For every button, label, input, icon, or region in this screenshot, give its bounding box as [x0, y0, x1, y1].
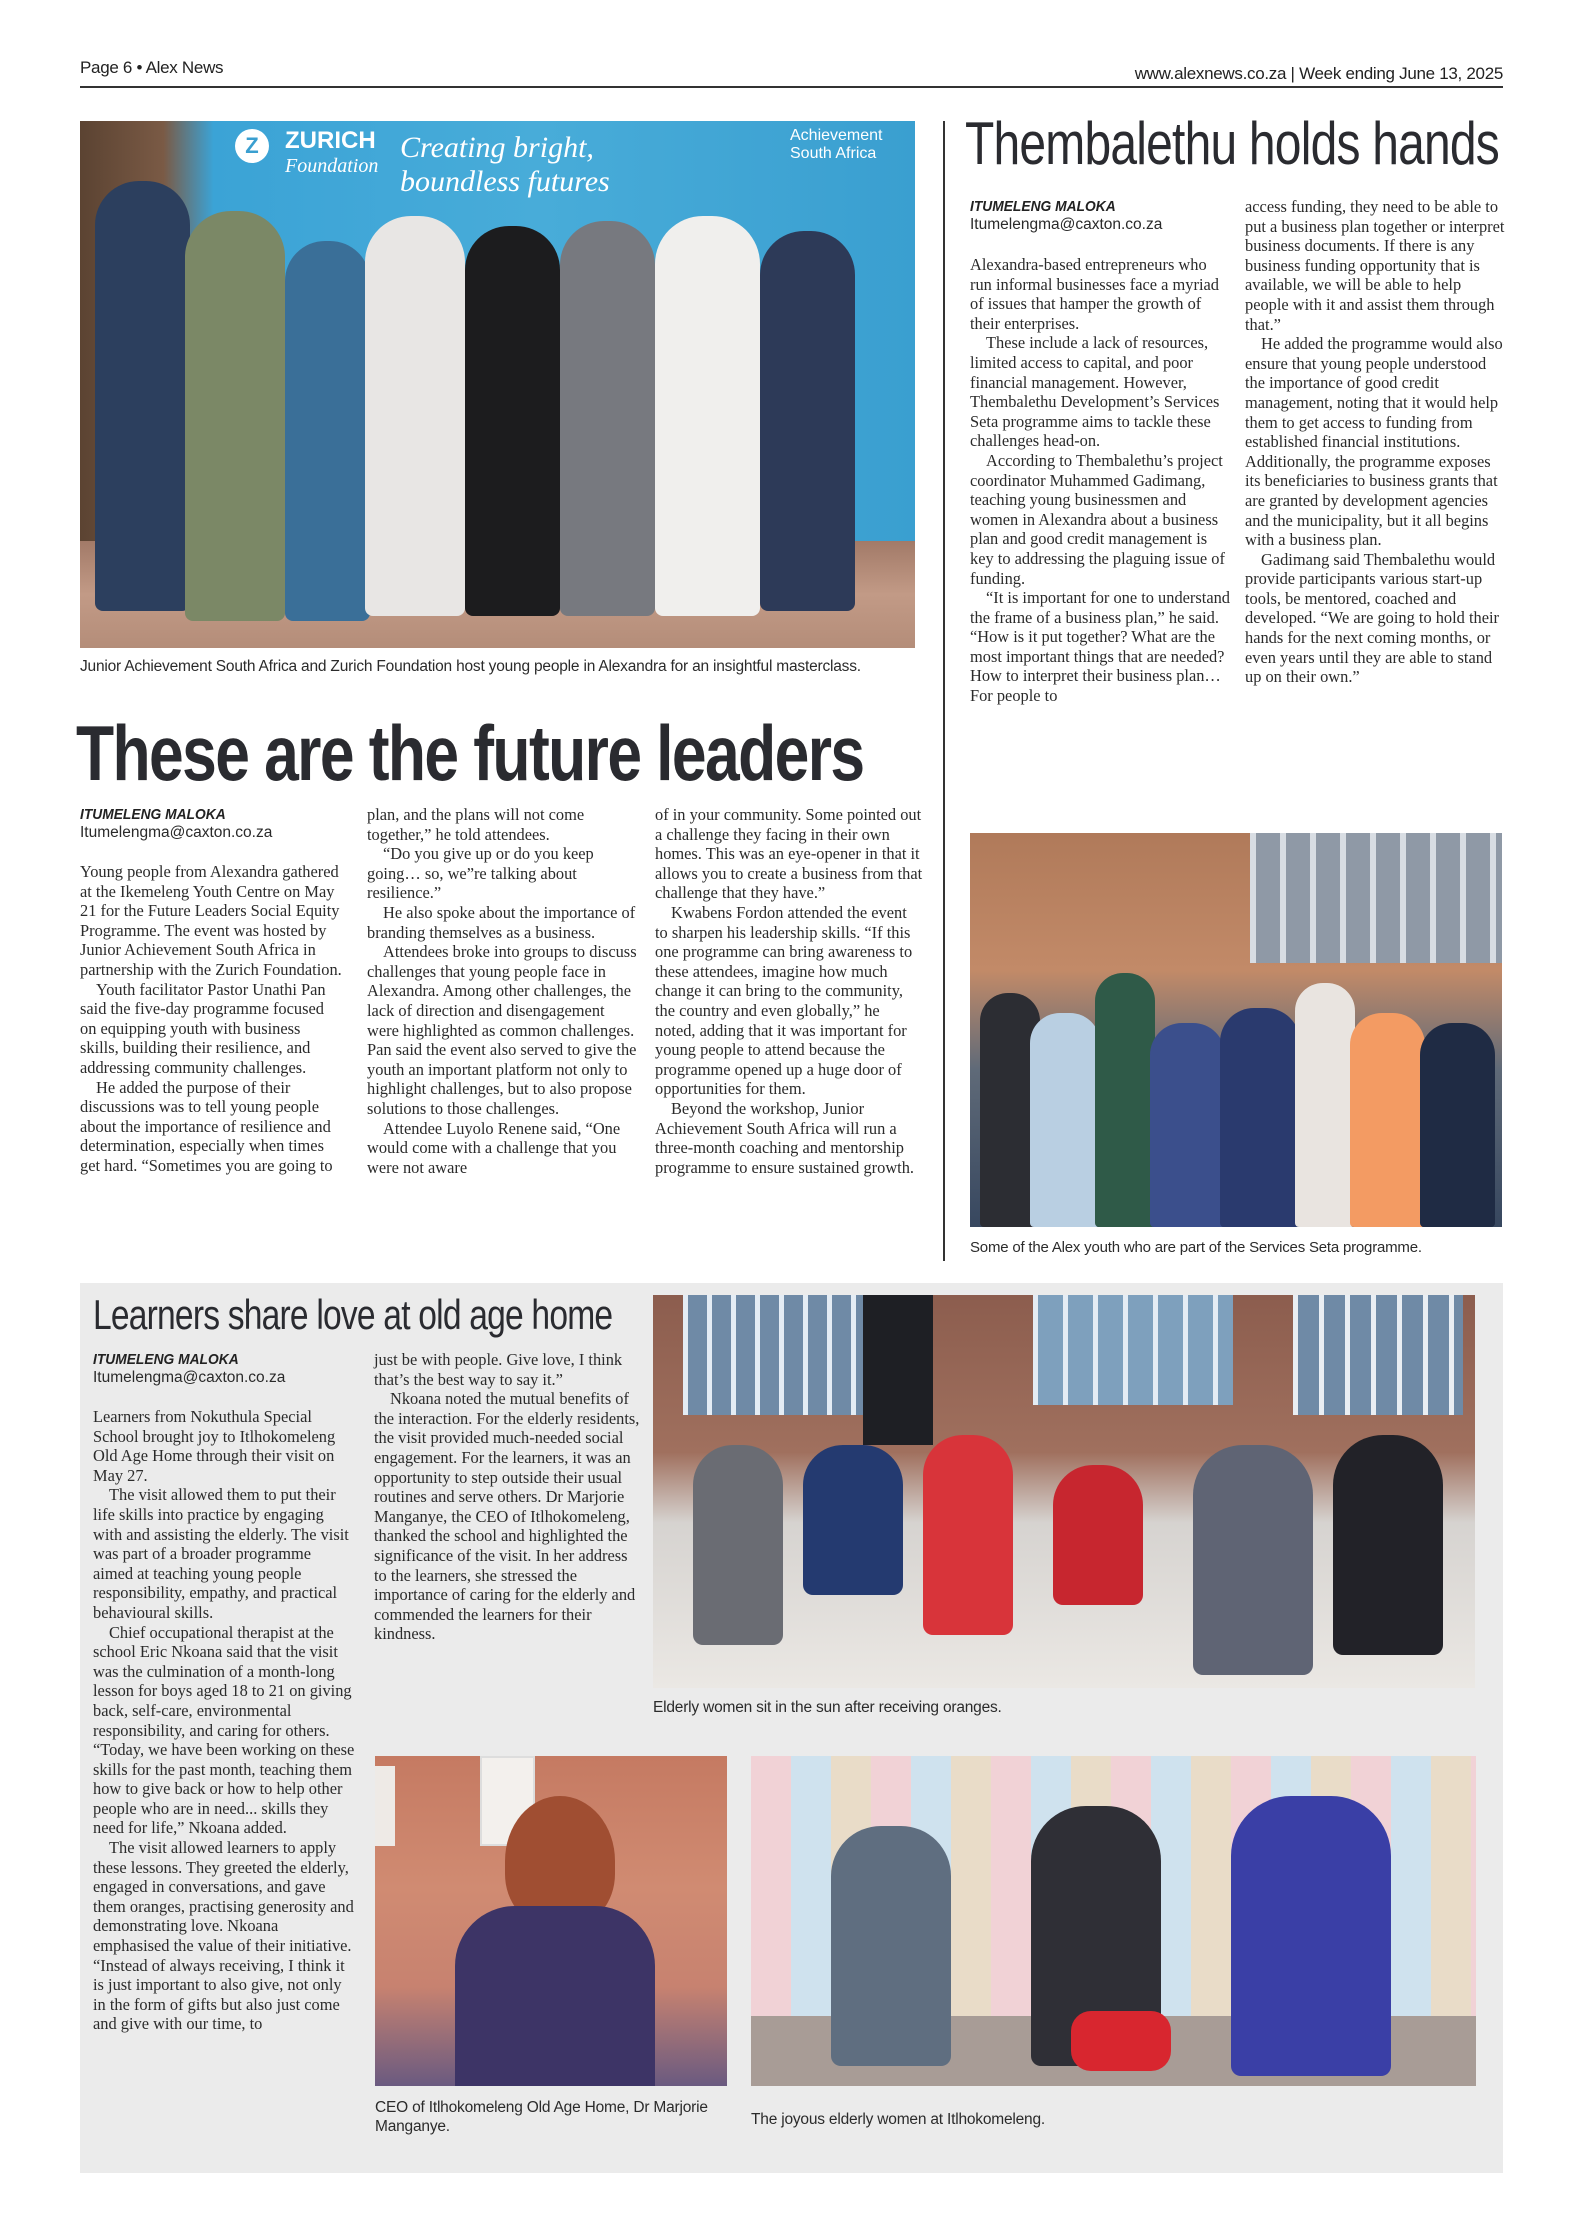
column-divider: [943, 121, 945, 1261]
paragraph: The visit allowed learners to apply these lessons. They greeted the elderly, engaged in conversations, and gave them oranges, practising generosity and demonstrating love. Nkoana emphasised the value of their initiative. “Instead of always receiving, I think it is just important to also give, not only in the form of gifts but also just come and give with our time, to: [93, 1838, 354, 2034]
ceo-portrait-caption: CEO of Itlhokomeleng Old Age Home, Dr Marjorie Manganye.: [375, 2099, 708, 2135]
future-leaders-column-2: [367, 805, 637, 1177]
paragraph: Beyond the workshop, Junior Achievement South Africa will run a three-month coaching and mentorship programme to ensure sustained growth.: [655, 1098, 915, 1177]
thembalethu-headline: Thembalethu holds hands: [965, 110, 1499, 177]
thembalethu-column-2: [1245, 197, 1507, 687]
folio-page-label: Page 6 • Alex News: [80, 58, 224, 77]
folio-rule: [80, 86, 1503, 88]
paragraph: These include a lack of resources, limited access to capital, and poor financial management. However, Thembalethu Development’s Services Seta programme aims to tackle these challenges head-on.: [970, 333, 1220, 451]
zurich-foundation-text: Foundation: [285, 155, 379, 177]
paragraph: Kwabens Fordon attended the event to sharpen his leadership skills. “If this one programme can bring awareness to these attendees, imagine how much change it can bring to the community, the country and even globally,” he noted, adding that it was important for young people to attend because the programme opened up a huge door of opportunities for them.: [655, 902, 913, 1099]
paragraph: of in your community. Some pointed out a challenge they facing in their own homes. This was an eye-opener in that it allows you to create a business from that challenge that they have.”: [655, 805, 923, 903]
paragraph: just be with people. Give love, I think that’s the best way to say it.”: [374, 1350, 623, 1389]
future-leaders-column-1: [80, 862, 342, 1176]
old-age-home-column-2: [374, 1350, 642, 1644]
paragraph: Attendees broke into groups to discuss challenges that young people face in Alexandra. Among other challenges, the lack of direction and disengagement were highlighted as common challenges. Pan said the event also served to give the youth an important platform not only to highlight challenges, but to also propose solutions to those challenges.: [367, 942, 637, 1118]
zurich-logo-text: ZURICH: [285, 127, 376, 154]
paragraph: Attendee Luyolo Renene said, “One would come with a challenge that you were not aware: [367, 1118, 621, 1177]
future-leaders-byline: ITUMELENG MALOKA: [80, 806, 226, 823]
group-of-youth-figure: [970, 953, 1502, 1227]
old-age-home-email: Itumelengma@caxton.co.za: [93, 1369, 286, 1386]
thembalethu-byline: ITUMELENG MALOKA: [970, 198, 1116, 215]
thembalethu-photo-caption: Some of the Alex youth who are part of the Services Seta programme.: [970, 1239, 1422, 1256]
folio-site-date: www.alexnews.co.za | Week ending June 13, 2025: [1134, 64, 1503, 83]
paragraph: Learners from Nokuthula Special School brought joy to Itlhokomeleng Old Age Home through their visit on May 27.: [93, 1407, 336, 1485]
paragraph: Gadimang said Thembalethu would provide participants various start-up tools, be mentored, coached and developed. “We are going to hold their hands for the next coming months, or even years until they are able to stand up on their own.”: [1245, 549, 1500, 687]
paragraph: access funding, they need to be able to put a business plan together or interpret business documents. If there is any business funding opportunity that is available, we will be able to help people with it and assist them through that.”: [1245, 197, 1505, 334]
banner-slogan: Creating bright, boundless futures: [400, 131, 610, 198]
ja-logo-text: Achievement South Africa: [790, 127, 883, 162]
paragraph: Young people from Alexandra gathered at the Ikemeleng Youth Centre on May 21 for the Future Leaders Social Equity Programme. The event was hosted by Junior Achievement South Africa in partnership with the Zurich Foundation.: [80, 862, 342, 979]
paragraph: He also spoke about the importance of branding themselves as a business.: [367, 902, 636, 942]
elderly-courtyard-photo: [653, 1295, 1475, 1688]
paragraph: Alexandra-based entrepreneurs who run informal businesses face a myriad of issues that hamper the growth of their enterprises.: [970, 255, 1219, 333]
future-leaders-photo: [80, 121, 915, 648]
zurich-logo-icon: Z: [235, 129, 269, 163]
paragraph: He added the programme would also ensure that young people understood the importance of good credit management, noting that it would help them to get access to funding from established financial institutions. Additionally, the programme exposes its beneficiaries to business grants that are granted by development agencies and the municipality, but it all begins with a business plan.: [1245, 334, 1503, 550]
joyous-elderly-women-photo: [751, 1756, 1476, 2086]
paragraph: Youth facilitator Pastor Unathi Pan said the five-day programme focused on equipping youth with business skills, building their resilience, and addressing community challenges.: [80, 979, 326, 1077]
paragraph: plan, and the plans will not come together,” he told attendees.: [367, 805, 585, 844]
woman-left-figure: [831, 1826, 951, 2066]
paragraph: The visit allowed them to put their life skills into practice by engaging with and assisting the elderly. The visit was part of a broader programme aimed at teaching young people responsibility, empathy, and practical behavioural skills.: [93, 1485, 349, 1622]
old-age-home-headline: Learners share love at old age home: [93, 1291, 613, 1338]
future-leaders-email: Itumelengma@caxton.co.za: [80, 824, 273, 841]
old-age-home-column-1: [93, 1407, 355, 2034]
ceo-portrait-photo: [375, 1756, 727, 2086]
paragraph: “It is important for one to understand the frame of a business plan,” he said. “How is it put together? What are the most important things that are needed? How to interpret their business plan… For people to: [970, 588, 1230, 706]
future-leaders-headline: These are the future leaders: [76, 709, 864, 797]
old-age-home-byline: ITUMELENG MALOKA: [93, 1351, 239, 1368]
paragraph: He added the purpose of their discussions was to tell young people about the importance of resilience and determination, especially when times get hard. “Sometimes you are going to: [80, 1077, 333, 1175]
woman-right-figure: [1231, 1796, 1391, 2076]
thembalethu-photo: [970, 833, 1502, 1227]
future-leaders-column-3: [655, 805, 923, 1177]
thembalethu-column-1: [970, 255, 1232, 706]
paragraph: “Do you give up or do you keep going… so, we”re talking about resilience.”: [367, 844, 594, 903]
ceo-body-figure: [455, 1906, 655, 2086]
future-leaders-photo-caption: Junior Achievement South Africa and Zurich Foundation host young people in Alexandra for an insightful masterclass.: [80, 658, 861, 675]
paragraph: Chief occupational therapist at the school Eric Nkoana said that the visit was the culmination of a month-long lesson for boys aged 18 to 21 on giving back, self-care, environmental responsibility, and caring for others. “Today, we have been working on these skills for the past month, teaching them how to give back or how to help other people who are in need... skills they need for life,” Nkoana added.: [93, 1622, 355, 1838]
paragraph: Nkoana noted the mutual benefits of the interaction. For the elderly residents, the visit provided much-needed social engagement. For the learners, it was an opportunity to step outside their usual routines and serve others. Dr Marjorie Manganye, the CEO of Itlhokomeleng, thanked the school and highlighted the significance of the visit. In her address to the learners, she stressed the importance of caring for the elderly and commended the learners for their kindness.: [374, 1389, 640, 1644]
paragraph: According to Thembalethu’s project coordinator Muhammed Gadimang, teaching young businessmen and women in Alexandra about a business plan and good credit management is key to addressing the plaguing issue of funding.: [970, 450, 1225, 588]
elderly-courtyard-caption: Elderly women sit in the sun after receiving oranges.: [653, 1699, 1002, 1716]
seated-elderly-women-figure: [653, 1405, 1475, 1688]
joyous-elderly-women-caption: The joyous elderly women at Itlhokomeleng.: [751, 2111, 1046, 2128]
thembalethu-email: Itumelengma@caxton.co.za: [970, 216, 1163, 233]
group-of-people-figure: [80, 121, 915, 648]
